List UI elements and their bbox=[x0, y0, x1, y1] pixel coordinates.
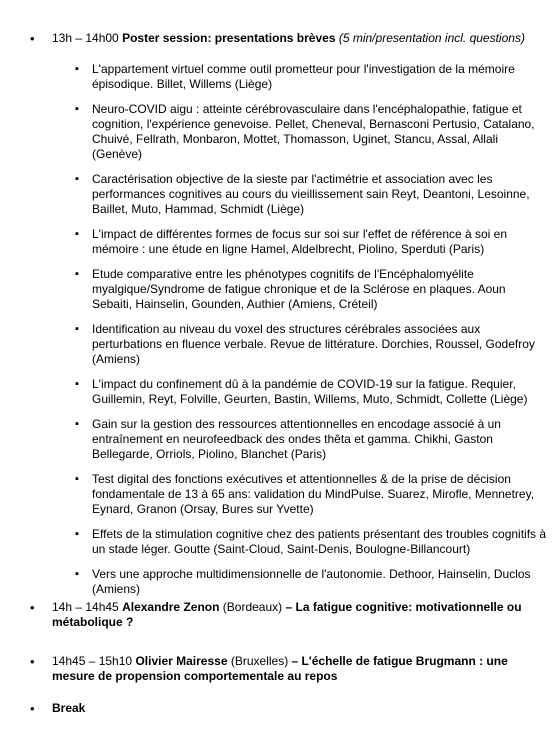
talk-location: (Bordeaux) bbox=[222, 600, 283, 614]
bullet-icon: • bbox=[30, 654, 35, 669]
poster-item bbox=[75, 417, 547, 462]
poster-item bbox=[75, 527, 547, 557]
square-bullet-icon: ▪ bbox=[75, 473, 79, 485]
poster-text: Test digital des fonctions exécutives et attentionnelles & de la prise de décision fondamentale de 13 à 65 ans: validation du MindPulse. Suarez, Mirofle, Mennetrey, Eynard, Granon (Orsay, Bures sur Yvette) bbox=[92, 472, 535, 516]
square-bullet-icon: ▪ bbox=[75, 378, 79, 390]
talk-speaker: Olivier Mairesse bbox=[135, 654, 228, 668]
poster-text: Vers une approche multidimensionnelle de l'autonomie. Dethoor, Hainselin, Duclos (Amiens) bbox=[92, 567, 531, 596]
poster-item bbox=[75, 267, 547, 312]
poster-text: Caractérisation objective de la sieste par l'actimétrie et association avec les performances cognitives au cours du vieillissement sain Reyt, Deantoni, Lesoinne, Baillet, Muto, Hammad, Schmidt (Liège) bbox=[92, 172, 530, 216]
poster-text: Neuro-COVID aigu : atteinte cérébrovasculaire dans l'encéphalopathie, fatigue et cognition, l'expérience genevoise. Pellet, Cheneval, Bernasconi Pertusio, Catalano, Chuivé, Fellrath, Monbaron, Mottet, Thomasson, Uginet, Stancu, Assal, Allali (Genève) bbox=[92, 102, 535, 161]
poster-text: L'impact de différentes formes de focus sur soi sur l'effet de référence à soi en mémoire : une étude en ligne Hamel, Aldelbrecht, Piolino, Sperduti (Paris) bbox=[92, 227, 508, 256]
session-title: Poster session: presentations brèves bbox=[122, 31, 336, 45]
talk-title: – La fatigue cognitive: motivationnelle ou métabolique ? bbox=[52, 600, 522, 629]
square-bullet-icon: ▪ bbox=[75, 63, 79, 75]
square-bullet-icon: ▪ bbox=[75, 268, 79, 280]
talk-heading bbox=[52, 654, 552, 684]
poster-session-heading bbox=[52, 31, 534, 46]
talk-heading bbox=[52, 600, 530, 630]
session-note: (5 min/presentation incl. questions) bbox=[338, 31, 525, 45]
bullet-icon: • bbox=[30, 701, 35, 716]
poster-text: L'impact du confinement dû à la pandémie de COVID-19 sur la fatigue. Requier, Guillemin, Reyt, Folville, Geurten, Bastin, Willems, Muto, Schmidt, Collette (Liège) bbox=[92, 377, 528, 406]
poster-item bbox=[75, 472, 547, 517]
poster-list bbox=[75, 62, 547, 607]
poster-item bbox=[75, 377, 547, 407]
poster-text: L'appartement virtuel comme outil prometteur pour l'investigation de la mémoire épisodique. Billet, Willems (Liège) bbox=[92, 62, 515, 91]
talk-time: 14h45 – 15h10 bbox=[52, 654, 133, 668]
square-bullet-icon: ▪ bbox=[75, 103, 79, 115]
square-bullet-icon: ▪ bbox=[75, 528, 79, 540]
square-bullet-icon: ▪ bbox=[75, 568, 79, 580]
poster-item bbox=[75, 62, 547, 92]
poster-text: Etude comparative entre les phénotypes cognitifs de l'Encéphalomyélite myalgique/Syndrome de fatigue chronique et de la Sclérose en plaques. Aoun Sebaiti, Hainselin, Gounden, Authier (Amiens, Créteil) bbox=[92, 267, 506, 311]
poster-text: Gain sur la gestion des ressources attentionnelles en encodage associé à un entraînement en neurofeedback des ondes thêta et gamma. Chikhi, Gaston Bellegarde, Orriols, Piolino, Blanchet (Paris) bbox=[92, 417, 501, 461]
poster-text: Effets de la stimulation cognitive chez des patients présentant des troubles cognitifs à un stade léger. Goutte (Saint-Cloud, Saint-Denis, Boulogne-Billancourt) bbox=[92, 527, 547, 556]
square-bullet-icon: ▪ bbox=[75, 323, 79, 335]
talk-speaker: Alexandre Zenon bbox=[122, 600, 220, 614]
poster-item bbox=[75, 102, 547, 162]
talk-title: – L'échelle de fatigue Brugmann : une mesure de propension comportementale au repos bbox=[52, 654, 508, 683]
poster-item bbox=[75, 567, 547, 597]
poster-item bbox=[75, 172, 547, 217]
break-label: Break bbox=[52, 701, 86, 715]
poster-text: Identification au niveau du voxel des structures cérébrales associées aux perturbations en fluence verbale. Revue de littérature. Dorchies, Roussel, Godefroy (Amiens) bbox=[92, 322, 535, 366]
bullet-icon: • bbox=[30, 31, 35, 46]
square-bullet-icon: ▪ bbox=[75, 228, 79, 240]
poster-item bbox=[75, 322, 547, 367]
bullet-icon: • bbox=[30, 600, 35, 615]
poster-item bbox=[75, 227, 547, 257]
talk-location: (Bruxelles) bbox=[230, 654, 289, 668]
talk-time: 14h – 14h45 bbox=[52, 600, 119, 614]
square-bullet-icon: ▪ bbox=[75, 173, 79, 185]
square-bullet-icon: ▪ bbox=[75, 418, 79, 430]
session-time: 13h – 14h00 bbox=[52, 31, 119, 45]
